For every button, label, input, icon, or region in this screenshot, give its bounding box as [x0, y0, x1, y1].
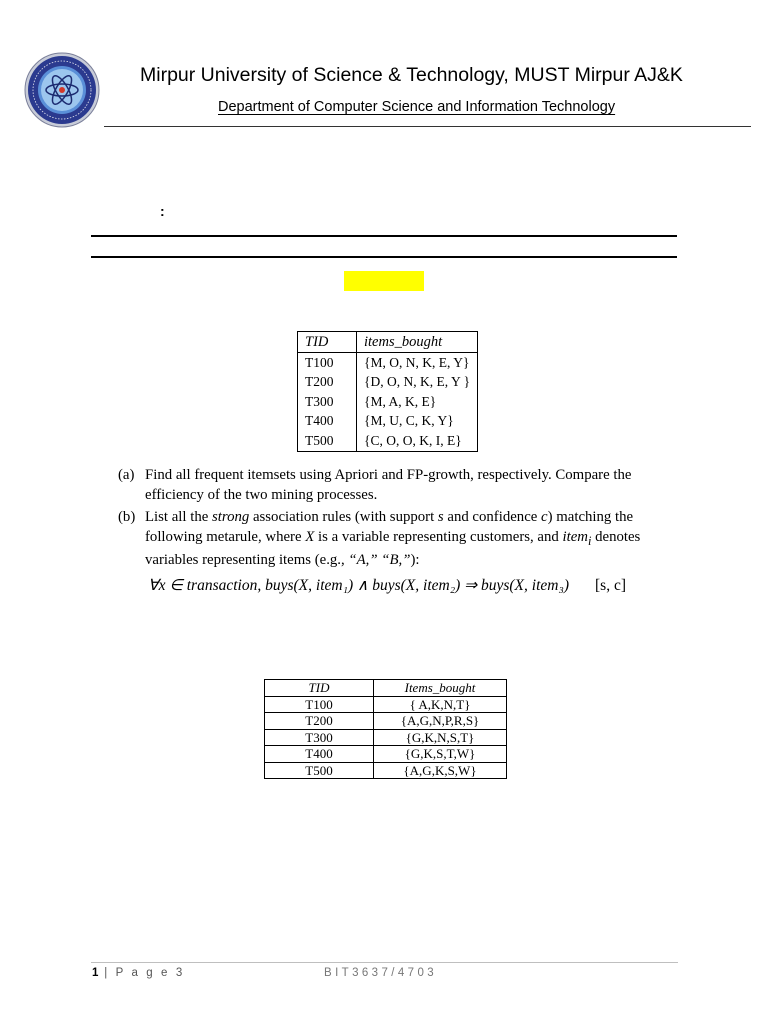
- table-cell-tid: T500: [265, 762, 374, 779]
- table-header-tid: TID: [298, 332, 357, 353]
- table-header-row: [298, 332, 478, 353]
- page-label: | P a g e 3: [98, 967, 185, 979]
- table-header-items: Items_bought: [374, 680, 507, 697]
- table-row: [298, 373, 478, 393]
- table-cell-items: {A,G,K,S,W}: [374, 762, 507, 779]
- table-cell-tid: T100: [265, 696, 374, 713]
- table-cell-items: {C, O, O, K, I, E}: [364, 432, 462, 448]
- table-cell-items: {M, U, C, K, Y}: [364, 413, 454, 429]
- table-cell-tid: T400: [298, 412, 357, 432]
- footer-course-code: BIT3637/4703: [324, 967, 438, 979]
- question-a: [118, 466, 678, 505]
- table-cell-items: {G,K,S,T,W}: [374, 746, 507, 763]
- university-logo: [24, 52, 100, 128]
- table-row: [298, 353, 478, 373]
- formula-expression: ∀x ∈ transaction, buys(X, item₁) ∧ buys(X, item₂) ⇒ buys(X, item₃): [148, 577, 570, 594]
- table-cell-tid: T200: [265, 713, 374, 730]
- table-cell-items: { A,K,N,T}: [374, 696, 507, 713]
- department-title: Department of Computer Science and Information Technology: [218, 99, 616, 115]
- highlight-mark: [344, 271, 424, 291]
- field-colon: :: [160, 203, 165, 219]
- table-cell-tid: T300: [298, 392, 357, 412]
- question-b: [118, 508, 678, 570]
- formula-params: [s, c]: [595, 577, 627, 594]
- table-row: [298, 392, 478, 412]
- footer-divider: [91, 962, 678, 963]
- university-title: Mirpur University of Science & Technology, MUST Mirpur AJ&K: [140, 64, 683, 86]
- table-row: [298, 431, 478, 451]
- table-row: [265, 729, 507, 746]
- transactions-table-2: [264, 679, 507, 779]
- table-row: [265, 696, 507, 713]
- question-list: [118, 466, 678, 573]
- university-seal-icon: [24, 52, 100, 128]
- table-header-tid: TID: [265, 680, 374, 697]
- table-cell-items: {A,G,N,P,R,S}: [374, 713, 507, 730]
- table-cell-tid: T400: [265, 746, 374, 763]
- table-row: [265, 762, 507, 779]
- question-b-label: (b): [118, 509, 136, 525]
- table-row: [298, 412, 478, 432]
- metarule-formula: [148, 576, 626, 595]
- table-cell-tid: T500: [298, 431, 357, 451]
- question-a-text: Find all frequent itemsets using Apriori and FP-growth, respectively. Compare the efficiency of the two mining processes.: [145, 467, 632, 503]
- table-cell-items: {D, O, N, K, E, Y }: [364, 374, 471, 390]
- header-divider: [104, 126, 751, 127]
- table-header-row: [265, 680, 507, 697]
- table-header-items: items_bought: [357, 332, 478, 353]
- blank-line-1: [91, 235, 677, 237]
- table-cell-tid: T300: [265, 729, 374, 746]
- table-cell-tid: T100: [298, 353, 357, 373]
- table-cell-items: {M, A, K, E}: [364, 393, 437, 409]
- question-b-text: List all the strong association rules (with support s and confidence c) matching the following metarule, where X is a variable representing customers, and item$_i$ denotes variables representing items (e.g., “A,” “B,”):: [145, 509, 641, 568]
- table-cell-tid: T200: [298, 373, 357, 393]
- table-cell-items: {G,K,N,S,T}: [374, 729, 507, 746]
- page-number: 1: [92, 967, 99, 979]
- table-row: [265, 713, 507, 730]
- table-row: [265, 746, 507, 763]
- question-a-label: (a): [118, 467, 135, 483]
- table-cell-items: {M, O, N, K, E, Y}: [364, 354, 470, 370]
- blank-line-2: [91, 256, 677, 258]
- footer-page-number: [92, 967, 185, 979]
- transactions-table-1: [297, 331, 478, 452]
